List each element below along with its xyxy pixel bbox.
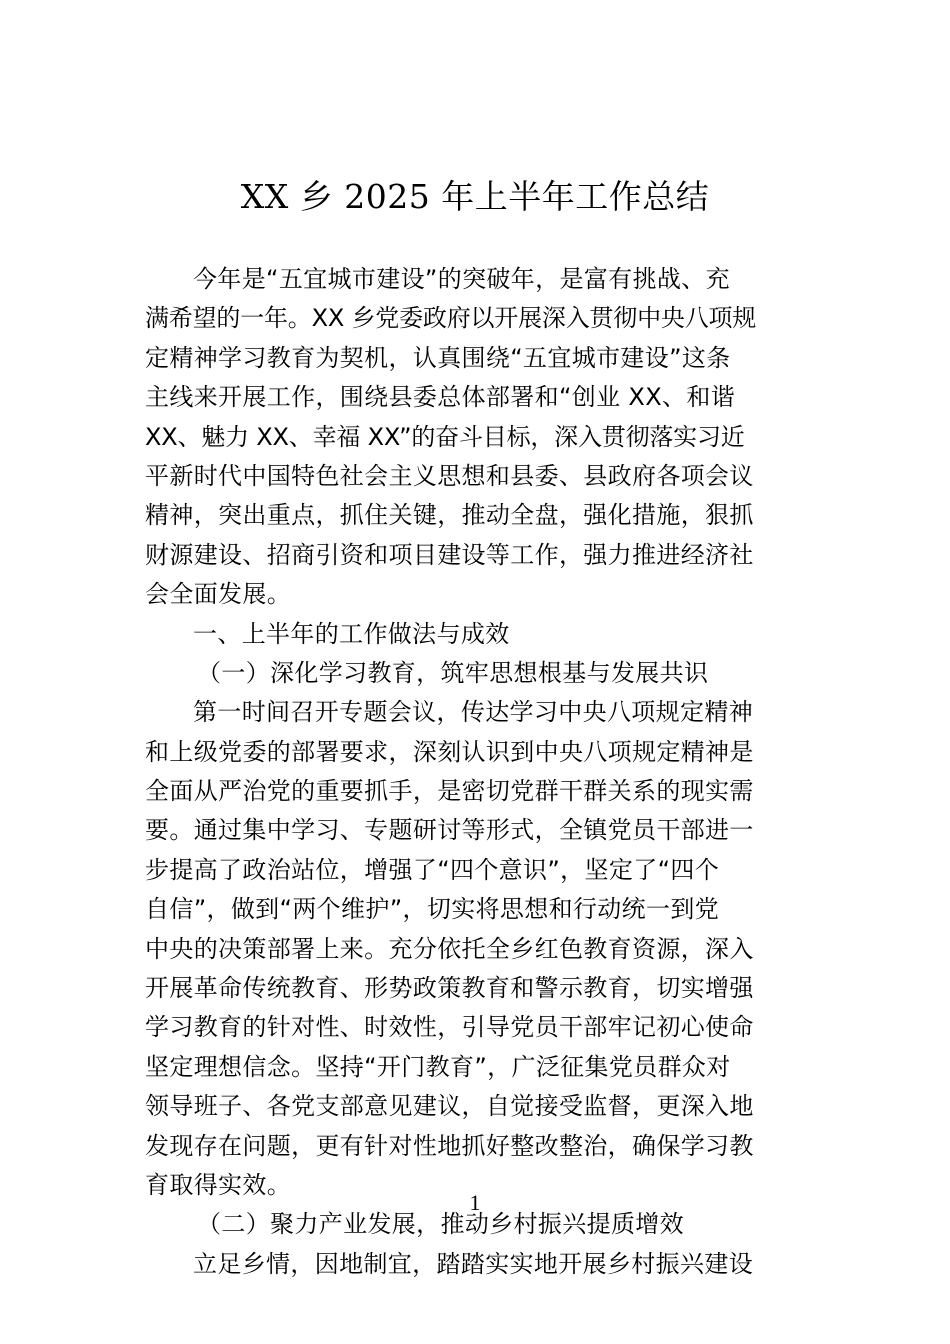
paragraph-line: 育取得实效。 [145,1170,292,1199]
paragraph-line: 满希望的一年。XX 乡党委政府以开展深入贯彻中央八项规 [145,304,757,333]
document-title: XX 乡 2025 年上半年工作总结 [240,177,710,216]
paragraph-line: 坚定理想信念。坚持“开门教育”，广泛征集党员群众对 [145,1052,731,1081]
document-body [145,260,807,1284]
paragraph-line: 财源建设、招商引资和项目建设等工作，强力推进经济社 [145,540,754,569]
paragraph-line: 立足乡情，因地制宜，踏踏实实地开展乡村振兴建设 [193,1249,754,1278]
paragraph-line: 步提高了政治站位，增强了“四个意识”，坚定了“四个 [145,855,720,884]
paragraph-line: 开展革命传统教育、形势政策教育和警示教育，切实增强 [145,974,754,1003]
subsection-heading: （一）深化学习教育，筑牢思想根基与发展共识 [197,658,709,687]
paragraph-line: 领导班子、各党支部意见建议，自觉接受监督，更深入地 [145,1092,754,1121]
paragraph-line: 主线来开展工作，围绕县委总体部署和“创业 XX、和谐 [145,383,736,412]
paragraph-line: 会全面发展。 [145,580,292,609]
subsection-heading: （二）聚力产业发展，推动乡村振兴提质增效 [197,1210,684,1239]
page-number: 1 [469,1190,481,1215]
paragraph-line: XX、魅力 XX、幸福 XX”的奋斗目标，深入贯彻落实习近 [145,422,745,451]
paragraph-line: 自信”，做到“两个维护”，切实将思想和行动统一到党 [145,895,720,924]
section-heading: 一、上半年的工作做法与成效 [193,619,510,648]
paragraph-line: 要。通过集中学习、专题研讨等形式，全镇党员干部进一 [145,816,754,845]
paragraph-line: 今年是“五宜城市建设”的突破年，是富有挑战、充 [193,265,730,293]
paragraph-line: 和上级党委的部署要求，深刻认识到中央八项规定精神是 [145,737,754,766]
paragraph-line: 中央的决策部署上来。充分依托全乡红色教育资源，深入 [145,934,754,963]
paragraph-line: 学习教育的针对性、时效性，引导党员干部牢记初心使命 [145,1013,754,1042]
paragraph-line: 平新时代中国特色社会主义思想和县委、县政府各项会议 [145,461,754,490]
paragraph-line: 第一时间召开专题会议，传达学习中央八项规定精神 [193,698,754,727]
paragraph-line: 精神，突出重点，抓住关键，推动全盘，强化措施，狠抓 [145,501,754,530]
paragraph-line: 全面从严治党的重要抓手，是密切党群干群关系的现实需 [145,777,754,806]
paragraph-line: 发现存在问题，更有针对性地抓好整改整治，确保学习教 [145,1131,754,1160]
paragraph-line: 定精神学习教育为契机，认真围绕“五宜城市建设”这条 [145,343,731,372]
